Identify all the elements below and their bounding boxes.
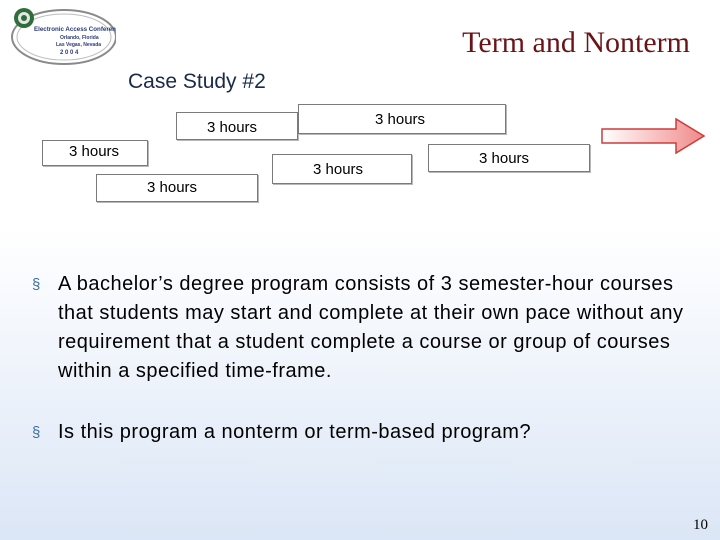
arrow-right-icon (600, 116, 708, 156)
hours-block-3: 3 hours (42, 140, 148, 166)
hours-block-4: 3 hours (272, 154, 412, 184)
logo-location-2: Las Vegas, Nevada (56, 42, 102, 48)
bullet-marker-icon: § (32, 424, 41, 441)
logo-location-1: Orlando, Florida (60, 35, 99, 41)
hours-block-6: 3 hours (96, 174, 258, 202)
bullet-item (32, 270, 692, 386)
page-number: 10 (693, 517, 708, 533)
bullet-marker-icon: § (32, 276, 41, 293)
hours-block-5: 3 hours (428, 144, 590, 172)
logo-name: Electronic Access Conference (34, 26, 116, 33)
logo-year: 2 0 0 4 (60, 50, 79, 56)
bullet-text: Is this program a nonterm or term-based program? (58, 421, 532, 443)
slide-title: Term and Nonterm (462, 26, 690, 59)
bullet-list (32, 270, 692, 447)
hours-block-2: 3 hours (298, 104, 506, 134)
bullet-item (32, 418, 692, 447)
hours-block-1: 3 hours (176, 112, 298, 140)
bullet-text: A bachelor’s degree program consists of 3 semester-hour courses that students may start and complete at their own pace without any requirement that a student complete a course or group of courses within a specified time-frame. (58, 273, 684, 382)
conference-logo (4, 4, 116, 66)
case-study-label: Case Study #2 (128, 70, 266, 93)
